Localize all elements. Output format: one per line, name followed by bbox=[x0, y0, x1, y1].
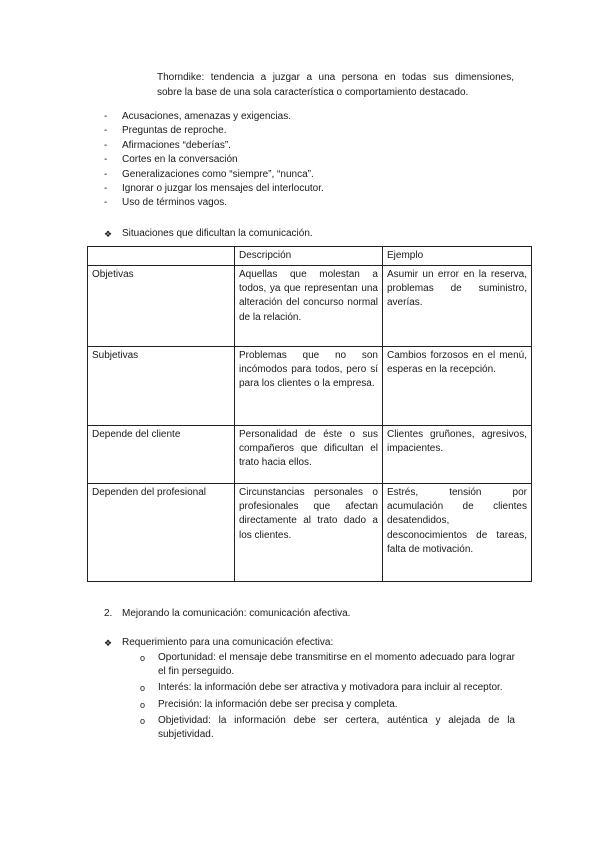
list-item: - Cortes en la conversación bbox=[104, 154, 238, 166]
circle-bullet-icon: o bbox=[140, 653, 146, 663]
circle-bullet-icon: o bbox=[140, 699, 146, 710]
table-row bbox=[88, 266, 532, 347]
table-header-cell: Ejemplo bbox=[383, 247, 532, 266]
requirements-list bbox=[140, 651, 515, 744]
list-item: o Precisión: la información debe ser precisa y completa. bbox=[140, 698, 515, 712]
table-cell-example: Clientes gruñones, agresivos, impacientes. bbox=[383, 426, 532, 484]
section-heading-situaciones: Situaciones que dificultan la comunicación. bbox=[122, 228, 313, 239]
table-cell-description: Problemas que no son incómodos para todos, pero sí para los clientes o la empresa. bbox=[235, 347, 383, 426]
table-cell-description: Aquellas que molestan a todos, ya que representan una alteración del concurso normal de la relación. bbox=[235, 266, 383, 347]
table-header-row bbox=[88, 247, 532, 266]
dash-list bbox=[104, 110, 324, 211]
section-heading-requerimiento: Requerimiento para una comunicación efectiva: bbox=[122, 637, 334, 648]
list-item: o Oportunidad: el mensaje debe transmitirse en el momento adecuado para lograr el fin perseguido. bbox=[140, 652, 515, 678]
circle-bullet-icon: o bbox=[140, 683, 146, 694]
table-cell-description: Personalidad de éste o sus compañeros que dificultan el trato hacia ellos. bbox=[235, 426, 383, 484]
table-cell-example: Cambios forzosos en el menú, esperas en la recepción. bbox=[383, 347, 532, 426]
diamond-bullet-icon: ❖ bbox=[104, 638, 113, 648]
table-row bbox=[88, 484, 532, 582]
list-item: - Uso de términos vagos. bbox=[104, 197, 228, 209]
table-cell-description: Circunstancias personales o profesionales que afectan directamente al trato dado a los clientes. bbox=[235, 484, 383, 582]
section-heading-mejorando: Mejorando la comunicación: comunicación afectiva. bbox=[122, 608, 351, 619]
circle-bullet-icon: o bbox=[140, 715, 146, 726]
table-row bbox=[88, 347, 532, 426]
table-cell-type: Dependen del profesional bbox=[88, 484, 235, 582]
section-number: 2. bbox=[104, 608, 113, 619]
table-cell-type: Depende del cliente bbox=[88, 426, 235, 484]
table-row bbox=[88, 426, 532, 484]
diamond-bullet-icon: ❖ bbox=[104, 229, 113, 239]
table-cell-type: Objetivas bbox=[88, 266, 235, 347]
table-cell-example: Asumir un error en la reserva, problemas de suministro, averías. bbox=[383, 266, 532, 347]
table-cell-example: Estrés, tensión por acumulación de clientes desatendidos, desconocimientos de tareas, falta de motivación. bbox=[383, 484, 532, 582]
table-cell-type: Subjetivas bbox=[88, 347, 235, 426]
list-item: - Generalizaciones como “siempre”, “nunca”. bbox=[104, 168, 314, 180]
list-item: o Interés: la información debe ser atractiva y motivadora para incluir al receptor. bbox=[140, 681, 515, 695]
intro-line-2: sobre la base de una sola característica o comportamiento destacado. bbox=[157, 87, 469, 98]
table-header-cell: Descripción bbox=[235, 247, 383, 266]
list-item: - Ignorar o juzgar los mensajes del interlocutor. bbox=[104, 182, 324, 194]
list-item: o Objetividad: la información debe ser certera, auténtica y alejada de la subjetividad. bbox=[140, 714, 515, 741]
list-item: - Preguntas de reproche. bbox=[104, 125, 227, 137]
situations-table bbox=[87, 246, 532, 582]
intro-line-1: Thorndike: tendencia a juzgar a una persona en todas sus dimensiones, bbox=[157, 72, 514, 83]
list-item: - Afirmaciones “deberías”. bbox=[104, 139, 231, 151]
list-item: - Acusaciones, amenazas y exigencias. bbox=[104, 111, 291, 122]
table-header-cell bbox=[88, 247, 235, 266]
